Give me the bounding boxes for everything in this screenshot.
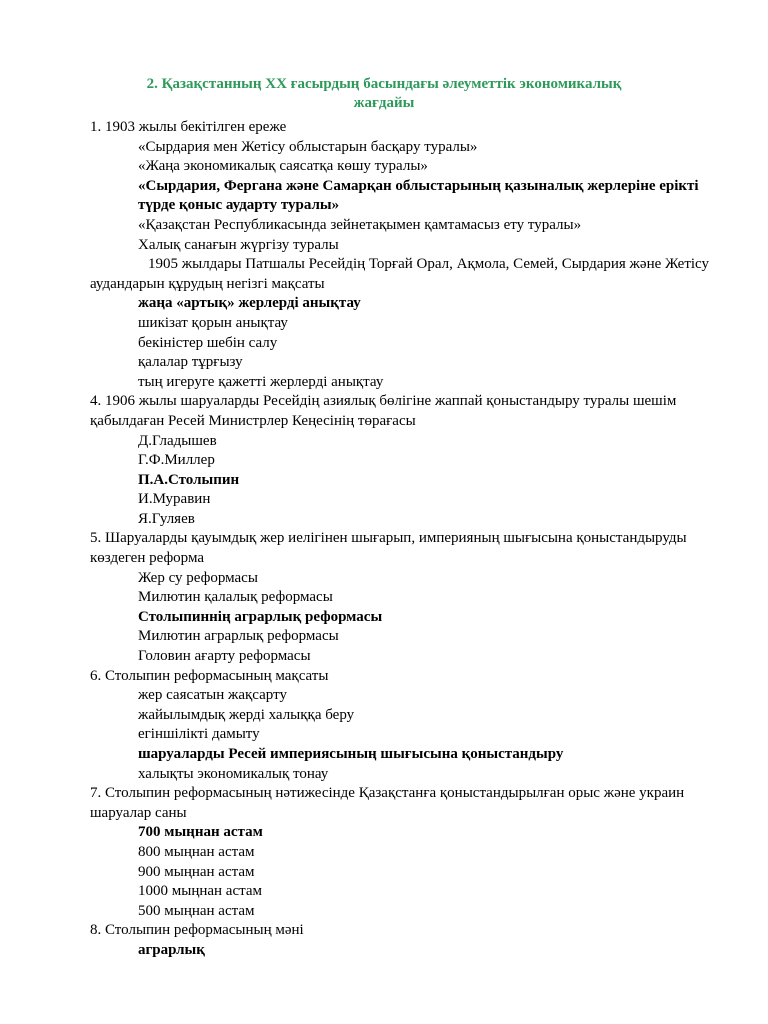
answer-option: И.Муравин [138, 491, 211, 508]
page-title: 2. Қазақстанның ХХ ғасырдың басындағы әлеуметтік экономикалық жағдайы [146, 76, 622, 111]
question-text: 8. Столыпин реформасының мәні [90, 922, 304, 939]
answer-option-correct: жаңа «артық» жерлерді анықтау [138, 295, 361, 312]
answer-option: 1000 мыңнан астам [138, 883, 263, 900]
answer-option: жер саясатын жақсарту [138, 687, 287, 704]
answer-option: 800 мыңнан астам [138, 843, 255, 860]
answer-option: халықты экономикалық тонау [138, 765, 329, 782]
question-text: 5. Шаруаларды қауымдық жер иелігінен шығарып, империяның шығысына қоныстандыруды көздеген реформа [90, 530, 687, 567]
answer-option: шикізат қорын анықтау [138, 314, 288, 331]
answer-option: жайылымдық жерді халыққа беру [138, 706, 355, 723]
answer-option: Милютин аграрлық реформасы [138, 628, 339, 645]
answer-option: 900 мыңнан астам [138, 863, 255, 880]
answer-option: тың игеруге қажетті жерлерді анықтау [138, 373, 384, 390]
answer-option-correct: Столыпиннің аграрлық реформасы [138, 608, 383, 625]
answer-option-correct: «Сырдария, Фергана және Самарқан облыстарының қазыналық жерлеріне ерікті түрде қоныс аударту туралы» [138, 177, 699, 214]
answer-option: Г.Ф.Миллер [138, 452, 215, 469]
answer-option: «Жаңа экономикалық саясатқа көшу туралы» [138, 158, 428, 175]
answer-option: «Қазақстан Республикасында зейнетақымен қамтамасыз ету туралы» [138, 216, 582, 233]
question-text: 1905 жылдары Патшалы Ресейдің Торғай Орал, Ақмола, Семей, Сырдария және Жетісу аудандарын құрудың негізгі мақсаты [90, 256, 710, 292]
question-text: 6. Столыпин реформасының мақсаты [90, 667, 329, 684]
answer-option: Жер су реформасы [138, 569, 258, 586]
answer-option-correct: П.А.Столыпин [138, 471, 240, 488]
answer-option: Милютин қалалық реформасы [138, 589, 333, 606]
answer-option: 500 мыңнан астам [138, 902, 255, 919]
answer-option: егіншілікті дамыту [138, 726, 260, 743]
question-text: 7. Столыпин реформасының нәтижесінде Қазақстанға қоныстандырылған орыс және украин шаруалар саны [90, 785, 685, 821]
answer-option-correct: 700 мыңнан астам [138, 824, 263, 841]
question-text: 4. 1906 жылы шаруаларды Ресейдің азиялық бөлігіне жаппай қоныстандыру туралы шешім қабылдаған Ресей Министрлер Кеңесінің төрағасы [90, 393, 677, 429]
question-text: 1. 1903 жылы бекітілген ереже [90, 119, 287, 135]
answer-option: Головин ағарту реформасы [138, 648, 311, 665]
answer-option-correct: аграрлық [138, 941, 205, 958]
document-body [90, 118, 730, 961]
answer-option: Халық санағын жүргізу туралы [138, 236, 339, 253]
answer-option: бекіністер шебін салу [138, 334, 278, 351]
answer-option: қалалар тұрғызу [138, 354, 243, 371]
answer-option: Я.Гуляев [138, 510, 195, 527]
answer-option-correct: шаруаларды Ресей империясының шығысына қоныстандыру [138, 746, 564, 762]
answer-option: Д.Гладышев [138, 432, 217, 449]
answer-option: «Сырдария мен Жетісу облыстарын басқару туралы» [138, 138, 478, 155]
